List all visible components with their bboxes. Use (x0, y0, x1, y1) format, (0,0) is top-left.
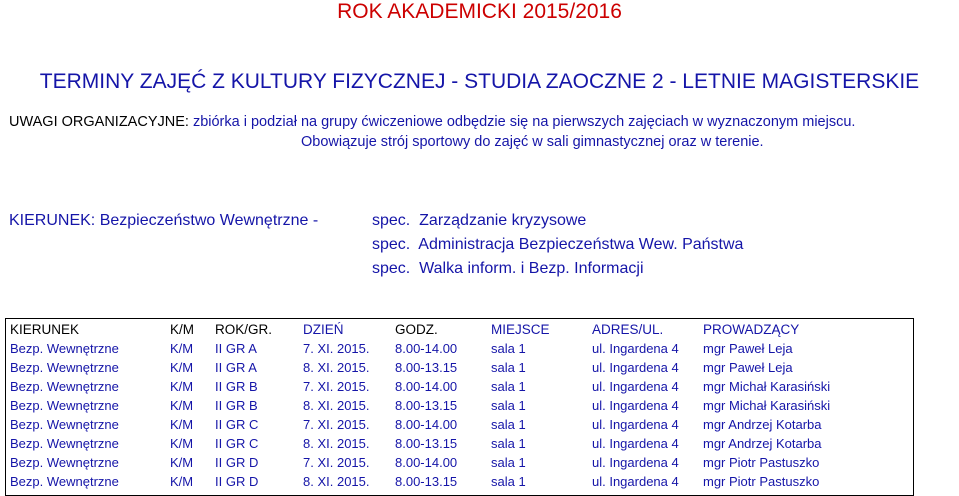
cell-dzien: 7. XI. 2015. (303, 379, 370, 394)
cell-dzien: 7. XI. 2015. (303, 455, 370, 470)
cell-godz: 8.00-13.15 (395, 398, 458, 413)
header-prowadzacy: PROWADZĄCY (703, 322, 800, 337)
cell-km: K/M (170, 455, 194, 470)
spec-item-3 (372, 259, 644, 279)
cell-kierunek: Bezp. Wewnętrzne (10, 474, 119, 489)
cell-dzien: 8. XI. 2015. (303, 474, 370, 489)
cell-km: K/M (170, 398, 194, 413)
cell-prowadzacy: mgr Piotr Pastuszko (703, 474, 820, 489)
cell-km: K/M (170, 341, 194, 356)
cell-km: K/M (170, 474, 194, 489)
cell-prowadzacy: mgr Paweł Leja (703, 341, 793, 356)
cell-adres: ul. Ingardena 4 (592, 341, 679, 356)
cell-prowadzacy: mgr Piotr Pastuszko (703, 455, 820, 470)
cell-miejsce: sala 1 (491, 417, 526, 432)
notes-line-2: Obowiązuje strój sportowy do zajęć w sali gimnastycznej oraz w terenie. (301, 134, 764, 150)
cell-kierunek: Bezp. Wewnętrzne (10, 341, 119, 356)
cell-adres: ul. Ingardena 4 (592, 436, 679, 451)
cell-km: K/M (170, 360, 194, 375)
cell-rok: II GR A (215, 341, 257, 356)
header-kierunek: KIERUNEK (10, 322, 80, 337)
spec-item-1 (372, 211, 586, 231)
header-dzien: DZIEŃ (303, 322, 344, 337)
cell-godz: 8.00-13.15 (395, 436, 458, 451)
page-subtitle: TERMINY ZAJĘĆ Z KULTURY FIZYCZNEJ - STUDIA ZAOCZNE 2 - LETNIE MAGISTERSKIE (39, 70, 920, 93)
cell-rok: II GR A (215, 360, 257, 375)
kierunek-label: KIERUNEK: Bezpieczeństwo Wewnętrzne - (9, 212, 319, 229)
cell-godz: 8.00-14.00 (395, 455, 458, 470)
cell-miejsce: sala 1 (491, 379, 526, 394)
cell-prowadzacy: mgr Paweł Leja (703, 360, 793, 375)
cell-godz: 8.00-14.00 (395, 417, 458, 432)
spec-prefix: spec. (372, 212, 411, 229)
notes-line-1 (9, 113, 855, 131)
table-header-row (6, 319, 913, 339)
cell-kierunek: Bezp. Wewnętrzne (10, 379, 119, 394)
cell-rok: II GR B (215, 379, 258, 394)
cell-dzien: 7. XI. 2015. (303, 341, 370, 356)
header-miejsce: MIEJSCE (491, 322, 550, 337)
cell-km: K/M (170, 417, 194, 432)
cell-adres: ul. Ingardena 4 (592, 379, 679, 394)
spec-name: Walka inform. i Bezp. Informacji (419, 260, 644, 277)
cell-godz: 8.00-14.00 (395, 379, 458, 394)
cell-prowadzacy: mgr Michał Karasiński (703, 379, 831, 394)
cell-km: K/M (170, 436, 194, 451)
notes-text-1: zbiórka i podział na grupy ćwiczeniowe odbędzie się na pierwszych zajęciach w wyznaczonym miejscu. (192, 114, 856, 130)
cell-dzien: 8. XI. 2015. (303, 360, 370, 375)
cell-rok: II GR B (215, 398, 258, 413)
header-km: K/M (170, 322, 195, 337)
cell-rok: II GR C (215, 436, 259, 451)
cell-rok: II GR D (215, 455, 259, 470)
cell-adres: ul. Ingardena 4 (592, 474, 679, 489)
header-adres: ADRES/UL. (592, 322, 664, 337)
spec-prefix: spec. (372, 260, 411, 277)
cell-miejsce: sala 1 (491, 455, 526, 470)
cell-kierunek: Bezp. Wewnętrzne (10, 436, 119, 451)
cell-godz: 8.00-13.15 (395, 474, 458, 489)
spec-item-2 (372, 235, 743, 255)
cell-miejsce: sala 1 (491, 436, 526, 451)
spec-name: Administracja Bezpieczeństwa Wew. Państwa (418, 236, 744, 253)
cell-adres: ul. Ingardena 4 (592, 455, 679, 470)
cell-godz: 8.00-13.15 (395, 360, 458, 375)
page-title: ROK AKADEMICKI 2015/2016 (337, 0, 622, 23)
cell-kierunek: Bezp. Wewnętrzne (10, 417, 119, 432)
cell-godz: 8.00-14.00 (395, 341, 458, 356)
cell-prowadzacy: mgr Andrzej Kotarba (703, 436, 822, 451)
cell-kierunek: Bezp. Wewnętrzne (10, 455, 119, 470)
cell-dzien: 7. XI. 2015. (303, 417, 370, 432)
cell-prowadzacy: mgr Andrzej Kotarba (703, 417, 822, 432)
cell-miejsce: sala 1 (491, 360, 526, 375)
cell-dzien: 8. XI. 2015. (303, 436, 370, 451)
cell-miejsce: sala 1 (491, 398, 526, 413)
cell-kierunek: Bezp. Wewnętrzne (10, 398, 119, 413)
cell-adres: ul. Ingardena 4 (592, 360, 679, 375)
cell-rok: II GR D (215, 474, 259, 489)
spec-name: Zarządzanie kryzysowe (419, 212, 587, 229)
notes-label: UWAGI ORGANIZACYJNE: (9, 114, 189, 130)
cell-km: K/M (170, 379, 194, 394)
cell-miejsce: sala 1 (491, 341, 526, 356)
cell-dzien: 8. XI. 2015. (303, 398, 370, 413)
cell-adres: ul. Ingardena 4 (592, 417, 679, 432)
cell-prowadzacy: mgr Michał Karasiński (703, 398, 831, 413)
header-rok: ROK/GR. (215, 322, 273, 337)
cell-rok: II GR C (215, 417, 259, 432)
spec-prefix: spec. (372, 236, 411, 253)
cell-adres: ul. Ingardena 4 (592, 398, 679, 413)
header-godz: GODZ. (395, 322, 438, 337)
schedule-table (5, 318, 914, 496)
cell-miejsce: sala 1 (491, 474, 526, 489)
cell-kierunek: Bezp. Wewnętrzne (10, 360, 119, 375)
